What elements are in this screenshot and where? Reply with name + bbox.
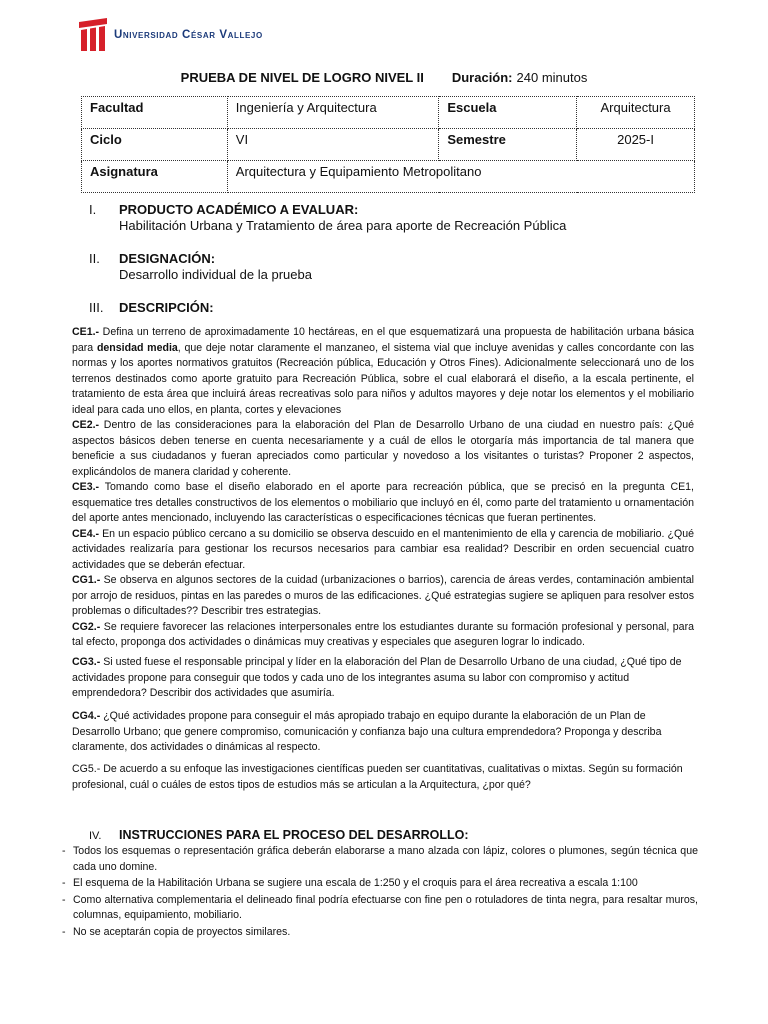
section-number: III. [89, 300, 104, 315]
table-row [82, 97, 695, 129]
section-title: DESIGNACIÓN: [119, 251, 216, 266]
section-2-text: Desarrollo individual de la prueba [119, 267, 312, 282]
question-ce4: CE4.- En un espacio público cercano a su domicilio se observa descuido en el mantenimiento de ella y carencia de mobiliario. ¿Qué actividades realizaría para gestionar los recursos necesarios para cambiar esa realidad? Describir en orden secuencial cuatro actividades que se deberán efectuar. [72, 527, 694, 571]
description-block [72, 325, 694, 651]
list-item: - El esquema de la Habilitación Urbana se sugiere una escala de 1:250 y el croquis para el área recreativa a escala 1:100 [62, 877, 638, 889]
question-ce2: CE2.- Dentro de las consideraciones para la elaboración del Plan de Desarrollo Urbano de una ciudad en nuestro país: ¿Qué aspectos básicos deben tenerse en cuenta necesariamente y a cuál de ellos le otorgaría más importancia de tal manera que beneficie a sus ciudadanos y fueran apreciados como particular y novedoso a los visitantes o turistas? Proponer 2 aspectos, explicándolos de manera claridad y coherente. [72, 419, 694, 478]
question-cg2: CG2.- Se requiere favorecer las relaciones interpersonales entre los estudiantes durante su formación profesional y personal, para tal efecto, proponga dos actividades o dinámicas muy creativas y especiales que aseguren lograr lo indicado. [72, 620, 694, 648]
asignatura-label: Asignatura [82, 161, 228, 193]
question-label: CE2.- [72, 419, 100, 431]
section-2-heading [89, 251, 215, 266]
university-logo [78, 18, 263, 52]
question-label: CE1.- [72, 326, 100, 338]
question-ce3: CE3.- Tomando como base el diseño elaborado en el aporte para recreación pública, que se precisó en la pregunta CE1, esquematice tres detalles constructivos de los elementos o mobiliario que incluyó en él, como parte del tratamiento u ornamentación del aporte antes mencionado, incluyendo las características o especificaciones técnicas que fueran pertinentes. [72, 481, 694, 524]
ciclo-label: Ciclo [82, 129, 228, 161]
course-info-table [81, 96, 695, 193]
section-title: PRODUCTO ACADÉMICO A EVALUAR: [119, 202, 359, 217]
section-1-heading [89, 202, 358, 217]
facultad-value: Ingeniería y Arquitectura [227, 97, 439, 129]
duration-value: 240 minutos [516, 70, 588, 85]
question-label: CG2.- [72, 620, 101, 633]
semestre-value: 2025-I [577, 129, 695, 161]
section-4-heading [89, 828, 469, 842]
question-label: CG4.- [72, 710, 101, 722]
question-cg4: CG4.- ¿Qué actividades propone para conseguir el más apropiado trabajo en equipo durante la elaboración de un Plan de Desarrollo Urbano; que genere compromiso, comunicación y confianza bajo una cultura emprendedora? Proponga y describa claramente, dos actividades o dinámicas al respecto. [72, 710, 662, 753]
bold-term: densidad media [96, 341, 178, 354]
exam-title-line [0, 70, 768, 85]
question-cg3: CG3.- Si usted fuese el responsable principal y líder en la elaboración del Plan de Desarrollo Urbano de una ciudad, ¿Qué tipo de actividades propone para conseguir que todos y cada uno de los integrantes asuma su labor con compromiso y actitud emprendedora? Describir dos actividades que asumiría. [72, 656, 682, 699]
section-3-heading [89, 300, 214, 315]
section-1-text: Habilitación Urbana y Tratamiento de área para aporte de Recreación Pública [119, 218, 567, 233]
question-label: CG3.- [72, 656, 101, 668]
table-row [82, 129, 695, 161]
section-number: I. [89, 202, 97, 217]
section-title: INSTRUCCIONES PARA EL PROCESO DEL DESARROLLO: [119, 828, 469, 842]
semestre-label: Semestre [439, 129, 577, 161]
section-number: IV. [89, 830, 102, 842]
duration-label: Duración: [451, 70, 513, 85]
list-item: - Todos los esquemas o representación gráfica deberán elaborarse a mano alzada con lápiz, colores o plumones, según técnica que cada uno domine. [62, 845, 698, 873]
ciclo-value: VI [227, 129, 439, 161]
question-label: CG1.- [72, 574, 101, 586]
ucv-emblem-icon [78, 18, 108, 52]
exam-title: PRUEBA DE NIVEL DE LOGRO NIVEL II [180, 70, 424, 85]
question-ce1: CE1.- Defina un terreno de aproximadamente 10 hectáreas, en el que esquematizará una propuesta de habilitación urbana básica para densidad media, que deje notar claramente el manzaneo, el sistema vial que incluye avenidas y calles concordante con las normas y los aportes normativos gratuitos (Recreación pública, Educación y Otros Fines). Adicionalmente seleccionará uno de los terrenos destinados como aporte gratuito para Recreación Pública, sobre el cual elaborará el diseño, a la escala pertinente, el tratamiento de esta área que incluirá áreas recreativas solo para niños y adultos mayores y deje notar los elementos y el mobiliario ideal para cada uno ellos, en planta, cortes y elevaciones [72, 326, 694, 416]
asignatura-value: Arquitectura y Equipamiento Metropolitano [227, 161, 694, 193]
section-title: DESCRIPCIÓN: [119, 300, 214, 315]
question-label: CE3.- [72, 481, 100, 493]
section-number: II. [89, 251, 100, 266]
facultad-label: Facultad [82, 97, 228, 129]
table-row [82, 161, 695, 193]
instructions-list [62, 844, 698, 941]
question-cg1: CG1.- Se observa en algunos sectores de la cuidad (urbanizaciones o barrios), carencia de áreas verdes, contaminación ambiental por arrojo de residuos, pintas en las paredes o muros de las edificaciones. ¿Qué estrategias sugiere se apliquen para resolver estos problemas o dificultades?? Describir tres estrategias. [72, 574, 694, 617]
escuela-label: Escuela [439, 97, 577, 129]
escuela-value: Arquitectura [577, 97, 695, 129]
question-label: CE4.- [72, 527, 100, 540]
university-name: Universidad César Vallejo [114, 29, 263, 41]
question-cg5: CG5.- De acuerdo a su enfoque las investigaciones científicas pueden ser cuantitativas, cualitativas o mixtas. Según su formación profesional, cuál o cuáles de estos tipos de estudios más se articulan a la Arquitectura, ¿por qué? [72, 763, 683, 791]
list-item: - No se aceptarán copia de proyectos similares. [62, 925, 291, 938]
list-item: - Como alternativa complementaria el delineado final podría efectuarse con fine pen o rotuladores de tinta negra, para resaltar muros, columnas, equipamiento, mobiliario. [62, 893, 698, 921]
